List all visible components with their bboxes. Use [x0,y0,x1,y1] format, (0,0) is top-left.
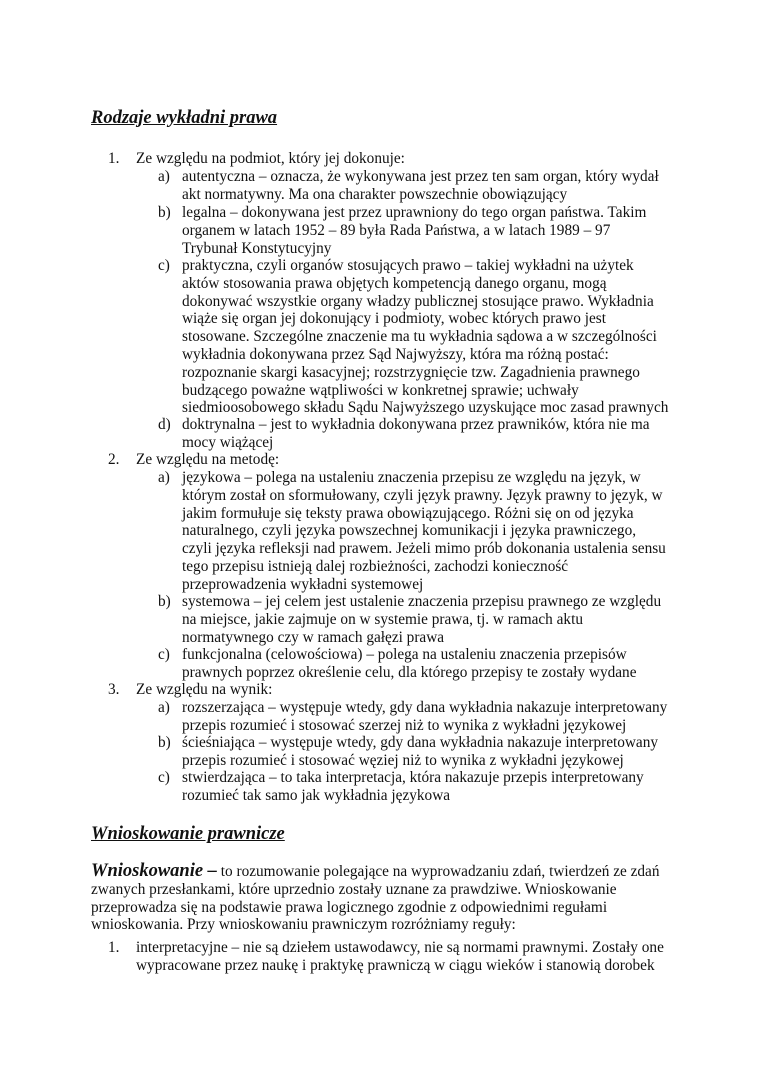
list-number: 2. [108,451,120,468]
text-line: wykładnia dokonywana przez Sąd Najwyższy, która ma różną postać: [182,345,609,363]
sub-label: a) [158,469,170,486]
text-line: wnioskowania. Przy wnioskowaniu prawniczym rozróżniamy reguły: [91,916,516,934]
text-line: zwanych przesłankami, które uprzednio zostały uznane za prawdziwe. Wnioskowanie [91,880,617,898]
intro-paragraph [91,863,681,934]
list-item-text: Ze względu na metodę: [136,451,280,468]
text-line: aktów stosowania prawa objętych kompetencją danego organu, mogą [182,274,607,292]
section-title-rodzaje: Rodzaje wykładni prawa [91,108,278,128]
text-line: legalna – dokonywana jest przez uprawniony do tego organ państwa. Takim [182,204,647,221]
sub-label: c) [158,646,170,663]
text-line: normatywnego czy w ramach gałęzi prawa [182,628,445,646]
text-line: jakim formułuje się teksty prawa obowiązującego. Różni się on od języka [182,504,634,522]
text-line: którym został on sformułowany, czyli język prawny. Język prawny to język, w [182,486,663,504]
text-line: przepis rozumieć i stosować szerzej niż to wynika z wykładni językowej [182,716,627,734]
text-line: mocy wiążącej [182,433,274,451]
term-heading: Wnioskowanie – [91,861,217,881]
text-line: tego przepisu istnieją dalej rozbieżności, zachodzi konieczność [182,557,569,575]
sub-label: a) [158,168,170,185]
text-line: wypracowane przez naukę i praktykę prawniczą w ciągu wieków i stanowią dorobek [136,956,655,974]
text-line: rozszerzająca – występuje wtedy, gdy dana wykładnia nakazuje interpretowany [182,699,668,716]
sub-label: c) [158,257,170,274]
text-line: przeprowadzenia wykładni systemowej [182,575,424,593]
text-line: praktyczna, czyli organów stosujących prawo – takiej wykładni na użytek [182,257,634,274]
text-line: prawnych poprzez określenie celu, dla którego przepisy te zostały wydane [182,663,637,681]
text-line: budzącego poważne wątpliwości w konkretnej sprawie; uchwały [182,381,579,399]
text-line: stosowane. Szczególne znaczenie ma tu wykładnia sądowa a w szczególności [182,328,657,346]
sub-label: b) [158,204,171,221]
text-line: organem w latach 1952 – 89 była Rada Państwa, a w latach 1989 – 97 [182,221,611,239]
section-title-wnioskowanie: Wnioskowanie prawnicze [91,824,285,844]
list-item-text: Ze względu na podmiot, który jej dokonuje: [136,150,405,167]
sub-label: a) [158,699,170,716]
intro-first: to rozumowanie polegające na wyprowadzaniu zdań, twierdzeń ze zdań [216,863,660,880]
text-line: autentyczna – oznacza, że wykonywana jest przez ten sam organ, który wydał [182,168,659,185]
text-line: przepis rozumieć i stosować węziej niż to wynika z wykładni językowej [182,751,624,769]
text-line: akt normatywny. Ma ona charakter powszechnie obowiązujący [182,185,568,203]
text-line: funkcjonalna (celowościowa) – polega na ustaleniu znaczenia przepisów [182,646,627,663]
text-line: na miejsce, jakie zajmuje on w systemie prawa, tj. w ramach aktu [182,610,583,628]
text-line: stwierdzająca – to taka interpretacja, która nakazuje przepis interpretowany [182,769,644,786]
text-line: wiąże się organ jej dokonujący i podmioty, wobec których prawo jest [182,310,606,328]
text-line: Trybunał Konstytucyjny [182,239,332,257]
sub-label: b) [158,734,171,751]
text-line: naturalnego, czyli języka powszechnej komunikacji i języka prawniczego, [182,522,637,540]
sub-label: d) [158,416,171,433]
sub-label: b) [158,593,171,610]
text-line: ścieśniająca – występuje wtedy, gdy dana wykładnia nakazuje interpretowany [182,734,659,751]
sub-label: c) [158,769,170,786]
text-line: siedmioosobowego składu Sądu Najwyższego uzyskujące moc zasad prawnych [182,399,669,417]
text-line: czyli języka refleksji nad prawem. Jeżeli mimo prób dokonania ustalenia sensu [182,540,666,558]
list-number: 1. [108,939,120,956]
text-line: interpretacyjne – nie są dziełem ustawodawcy, nie są normami prawnymi. Zostały one [136,939,664,956]
text-line: przeprowadza się na podstawie prawa logicznego zgodnie z odpowiednimi regułami [91,898,608,916]
text-line: rozumieć tak samo jak wykładnia językowa [182,786,451,804]
list-item-text: Ze względu na wynik: [136,681,273,698]
list-number: 1. [108,150,120,167]
text-line: doktrynalna – jest to wykładnia dokonywana przez prawników, która nie ma [182,416,650,433]
text-line: dokonywać wszystkie organy władzy publicznej stosujące prawo. Wykładnia [182,292,654,310]
list-number: 3. [108,681,120,698]
text-line: rozpoznanie skargi kasacyjnej; rozstrzygnięcie tzw. Zagadnienia prawnego [182,363,640,381]
text-line: systemowa – jej celem jest ustalenie znaczenia przepisu prawnego ze względu [182,593,662,610]
text-line [91,863,681,881]
text-line: językowa – polega na ustaleniu znaczenia przepisu ze względu na język, w [182,469,641,486]
